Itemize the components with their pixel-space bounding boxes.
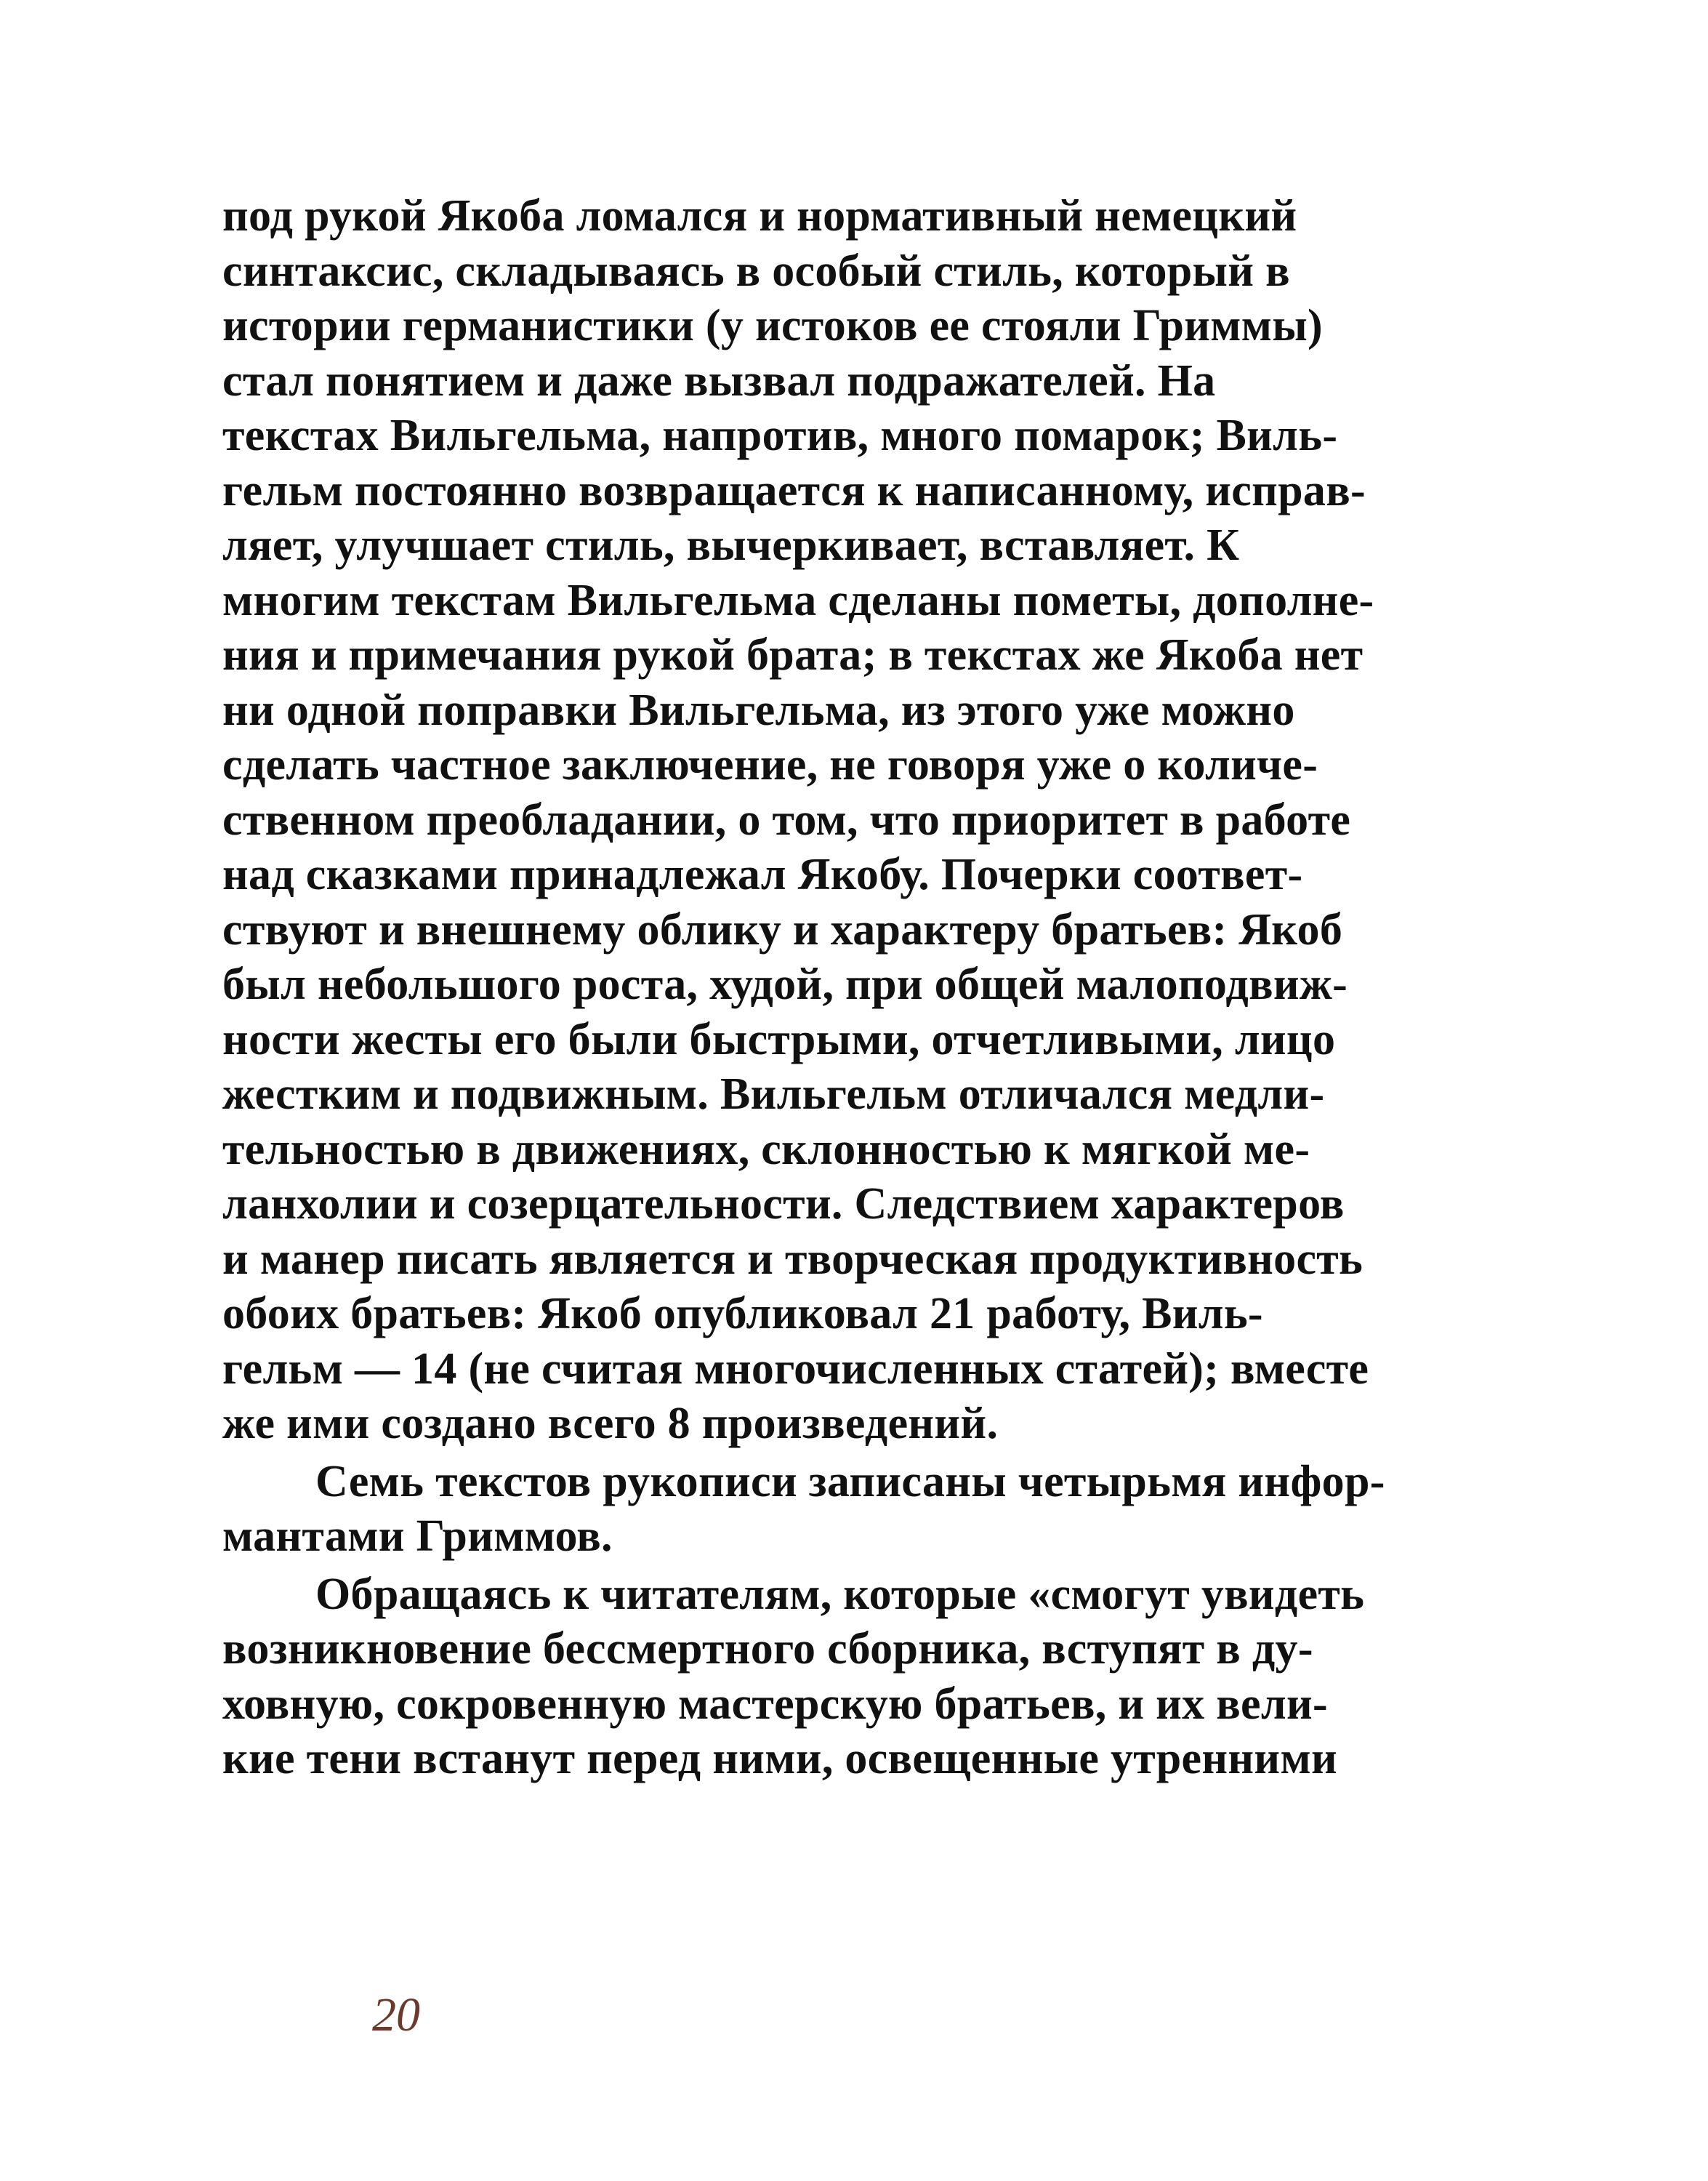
text-line: сделать частное заключение, не говоря уже о количе- (222, 740, 1318, 790)
text-line: гельм постоянно возвращается к написанному, исправ- (222, 465, 1366, 515)
text-line: стал понятием и даже вызвал подражателей. На (222, 356, 1216, 406)
text-line: ственном преобладании, о том, что приоритет в работе (222, 795, 1351, 845)
paragraph-first-line: Обращаясь к читателям, которые «смогут увидеть (315, 1569, 1365, 1619)
text-line: мантами Гриммов. (222, 1511, 613, 1561)
text-line: обоих братьев: Якоб опубликовал 21 работу, Виль- (222, 1289, 1263, 1338)
text-line: и манер писать является и творческая продуктивность (222, 1234, 1363, 1284)
text-line: синтаксис, складываясь в особый стиль, который в (222, 246, 1290, 296)
text-line: над сказками принадлежал Якобу. Почерки соответ- (222, 850, 1303, 899)
text-line: ланхолии и созерцательности. Следствием характеров (222, 1179, 1345, 1229)
text-line: текстах Вильгельма, напротив, много помарок; Виль- (222, 411, 1338, 460)
page-number: 20 (372, 1988, 420, 2041)
body-text (222, 189, 1516, 1787)
text-line: же ими создано всего 8 произведений. (222, 1399, 999, 1448)
text-line: жестким и подвижным. Вильгельм отличался медли- (222, 1069, 1325, 1119)
text-line: ности жесты его были быстрыми, отчетливыми, лицо (222, 1014, 1336, 1064)
text-line: тельностью в движениях, склонностью к мягкой ме- (222, 1124, 1310, 1174)
text-line: многим текстам Вильгельма сделаны пометы, дополне- (222, 575, 1374, 625)
text-line: ния и примечания рукой брата; в текстах же Якоба нет (222, 630, 1363, 680)
text-line: возникновение бессмертного сборника, вступят в ду- (222, 1624, 1313, 1674)
text-line: ни одной поправки Вильгельма, из этого уже можно (222, 685, 1295, 735)
text-line: ляет, улучшает стиль, вычеркивает, вставляет. К (222, 521, 1240, 570)
text-line: ховную, сокровенную мастерскую братьев, и их вели- (222, 1679, 1328, 1729)
text-line: гельм — 14 (не считая многочисленных статей); вместе (222, 1343, 1369, 1394)
text-line: под рукой Якоба ломался и нормативный немецкий (222, 191, 1297, 241)
text-line: кие тени встанут перед ними, освещенные утренними (222, 1734, 1338, 1783)
text-line: ствуют и внешнему облику и характеру братьев: Якоб (222, 904, 1343, 955)
paragraph-first-line: Семь текстов рукописи записаны четырьмя инфор- (315, 1456, 1385, 1506)
text-line: был небольшого роста, худой, при общей малоподвиж- (222, 960, 1348, 1009)
text-line: истории германистики (у истоков ее стояли Гриммы) (222, 301, 1323, 350)
